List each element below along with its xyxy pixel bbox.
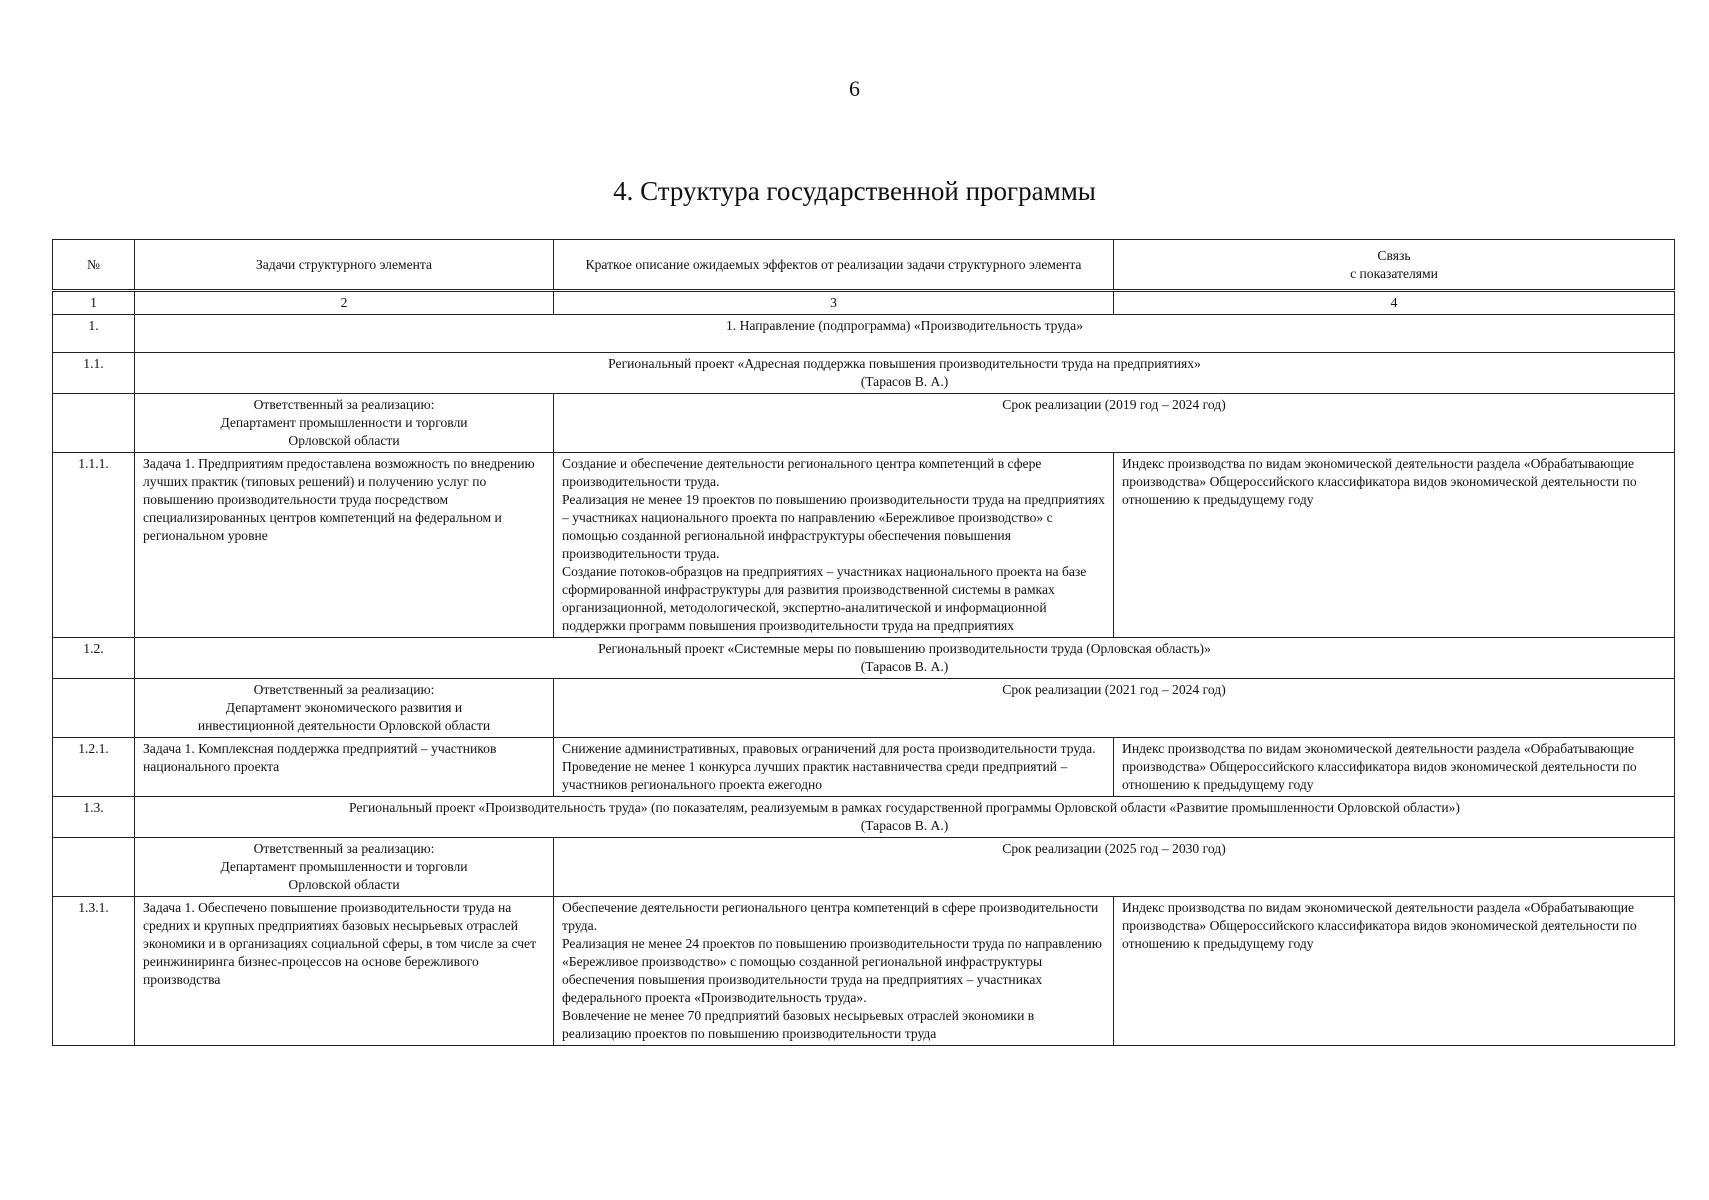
direction-title: 1. Направление (подпрограмма) «Производительность труда» [135,315,1675,353]
task-number: 1.3.1. [53,897,135,1046]
column-number-row [53,291,1675,315]
task-effects: Снижение административных, правовых ограничений для роста производительности труда. Проведение не менее 1 конкурса лучших практик наставничества среди предприятий – участников регионального проекта ежегодно [554,738,1114,797]
task-indicator: Индекс производства по видам экономической деятельности раздела «Обрабатывающие производства» Общероссийского классификатора видов экономической деятельности по отношению к предыдущему году [1114,897,1675,1046]
direction-number: 1. [53,315,135,353]
responsible-department: Ответственный за реализацию: Департамент экономического развития и инвестиционной деятельности Орловской области [135,679,554,738]
project-title: Региональный проект «Адресная поддержка повышения производительности труда на предприятиях» (Тарасов В. А.) [135,353,1675,394]
header-indicators: Связь с показателями [1114,240,1675,291]
task-effects: Обеспечение деятельности регионального центра компетенций в сфере производительности труда. Реализация не менее 24 проектов по повышению производительности труда по направлению «Бережливое производство» с помощью созданной региональной инфраструктуры обеспечения повышения производительности труда на предприятиях – участниках федерального проекта «Производительность труда». Вовлечение не менее 70 предприятий базовых несырьевых отраслей экономики в реализацию проектов по повышению производительности труда [554,897,1114,1046]
implementation-period: Срок реализации (2019 год – 2024 год) [554,394,1675,453]
responsible-row [53,394,1675,453]
column-number: 3 [554,291,1114,315]
project-row [53,797,1675,838]
page-number: 6 [849,76,860,101]
header-number: № [53,240,135,291]
header-effects: Краткое описание ожидаемых эффектов от реализации задачи структурного элемента [554,240,1114,291]
project-number: 1.2. [53,638,135,679]
project-row [53,353,1675,394]
task-indicator: Индекс производства по видам экономической деятельности раздела «Обрабатывающие производства» Общероссийского классификатора видов экономической деятельности по отношению к предыдущему году [1114,738,1675,797]
header-tasks: Задачи структурного элемента [135,240,554,291]
task-row [53,897,1675,1046]
column-number: 2 [135,291,554,315]
task-effects: Создание и обеспечение деятельности регионального центра компетенций в сфере производительности труда. Реализация не менее 19 проектов по повышению производительности труда на предприятиях – участниках национального проекта по направлению «Бережливое производство» с помощью созданной региональной инфраструктуры обеспечения повышения производительности труда. Создание потоков-образцов на предприятиях – участниках национального проекта на базе сформированной инфраструктуры для развития производственной системы в рамках организационной, методологической, экспертно-аналитической и информационной поддержки программ повышения производительности труда на предприятиях [554,453,1114,638]
responsible-row [53,679,1675,738]
column-number: 1 [53,291,135,315]
task-number: 1.1.1. [53,453,135,638]
responsible-department: Ответственный за реализацию: Департамент промышленности и торговли Орловской области [135,394,554,453]
empty-cell [53,394,135,453]
task-row [53,453,1675,638]
implementation-period: Срок реализации (2025 год – 2030 год) [554,838,1675,897]
column-number: 4 [1114,291,1675,315]
task-row [53,738,1675,797]
implementation-period: Срок реализации (2021 год – 2024 год) [554,679,1675,738]
responsible-row [53,838,1675,897]
project-number: 1.1. [53,353,135,394]
page-title: 4. Структура государственной программы [613,176,1096,206]
project-title: Региональный проект «Производительность труда» (по показателям, реализуемым в рамках государственной программы Орловской области «Развитие промышленности Орловской области») (Тарасов В. А.) [135,797,1675,838]
table-header-row [53,240,1675,291]
project-row [53,638,1675,679]
structure-table [52,239,1675,1046]
task-text: Задача 1. Обеспечено повышение производительности труда на средних и крупных предприятиях базовых несырьевых отраслей экономики и в организациях социальной сферы, в том числе за счет реинжиниринга бизнес-процессов на основе бережливого производства [135,897,554,1046]
empty-cell [53,838,135,897]
task-indicator: Индекс производства по видам экономической деятельности раздела «Обрабатывающие производства» Общероссийского классификатора видов экономической деятельности по отношению к предыдущему году [1114,453,1675,638]
task-text: Задача 1. Комплексная поддержка предприятий – участников национального проекта [135,738,554,797]
project-number: 1.3. [53,797,135,838]
responsible-department: Ответственный за реализацию: Департамент промышленности и торговли Орловской области [135,838,554,897]
empty-cell [53,679,135,738]
project-title: Региональный проект «Системные меры по повышению производительности труда (Орловская область)» (Тарасов В. А.) [135,638,1675,679]
task-text: Задача 1. Предприятиям предоставлена возможность по внедрению лучших практик (типовых решений) и получению услуг по повышению производительности труда посредством специализированных центров компетенций на федеральном и региональном уровне [135,453,554,638]
task-number: 1.2.1. [53,738,135,797]
direction-row [53,315,1675,353]
